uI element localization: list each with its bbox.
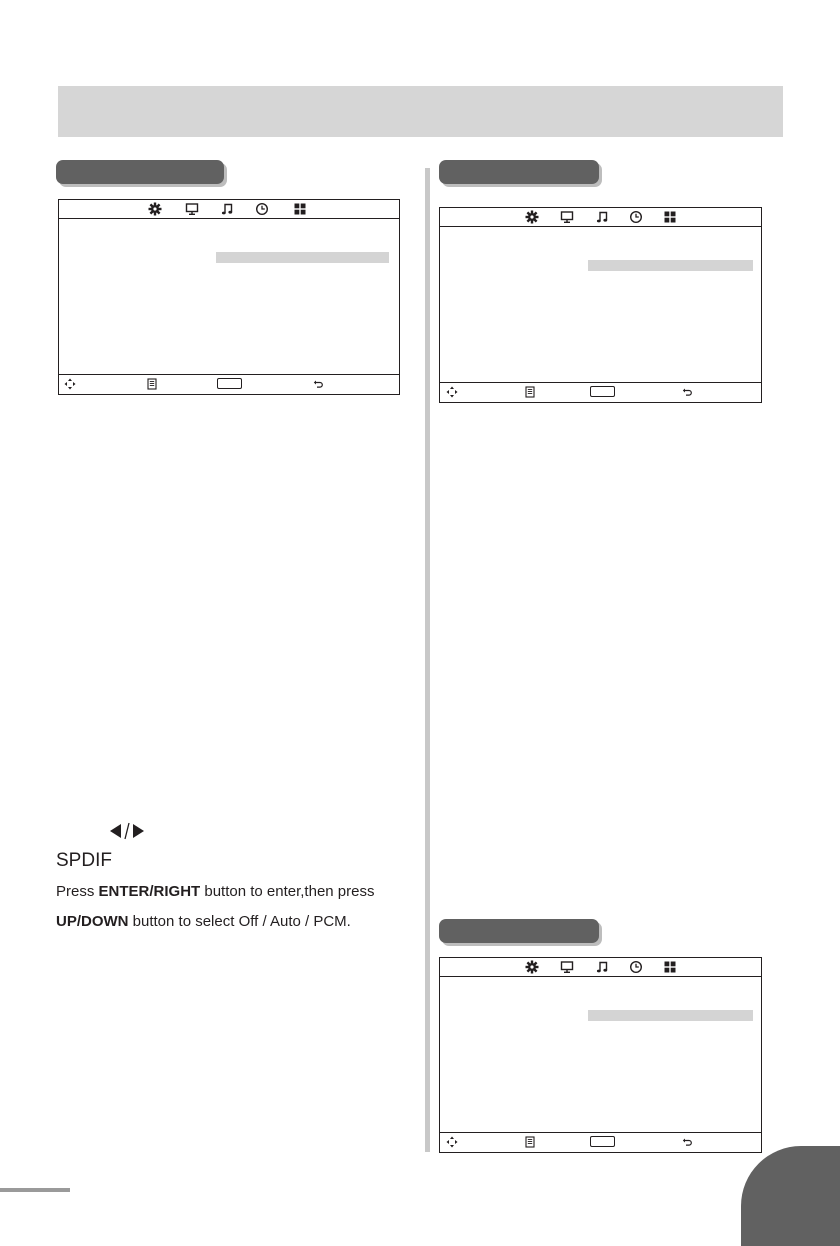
menu-selected-row-highlight [588, 260, 753, 271]
menu-icon [524, 386, 536, 398]
menu-screenshot-right-top [439, 207, 762, 403]
menu-screenshot-right-bottom [439, 957, 762, 1153]
menu-icon [524, 1136, 536, 1148]
menu-footer-row [59, 374, 399, 394]
gear-icon [525, 960, 539, 974]
monitor-icon [560, 210, 574, 224]
spdif-heading: SPDIF [56, 850, 112, 871]
monitor-icon [560, 960, 574, 974]
menu-selected-row-highlight [588, 1010, 753, 1021]
navigate-icon [446, 386, 458, 398]
menu-icon-row [440, 208, 761, 227]
enter-right-button-name: ENTER/RIGHT [98, 883, 201, 900]
grid-icon [663, 960, 677, 974]
menu-icon-row [59, 200, 399, 219]
return-icon [681, 1136, 693, 1148]
grid-icon [293, 202, 307, 216]
clock-icon [629, 960, 643, 974]
clock-icon [255, 202, 269, 216]
spdif-instruction-line-2: UP/DOWN button to select Off / Auto / PCM. [56, 913, 351, 930]
column-divider [425, 168, 430, 1152]
menu-screenshot-left [58, 199, 400, 395]
monitor-icon [185, 202, 199, 216]
navigate-icon [446, 1136, 458, 1148]
menu-selected-row-highlight [216, 252, 389, 263]
music-note-icon [220, 202, 234, 216]
ok-key [217, 378, 242, 389]
grid-icon [663, 210, 677, 224]
menu-footer-row [440, 1132, 761, 1152]
page-header-bar [58, 86, 783, 137]
spdif-instruction-line-1: Press ENTER/RIGHT button to enter,then press [56, 883, 375, 900]
music-note-icon [595, 210, 609, 224]
gear-icon [148, 202, 162, 216]
clock-icon [629, 210, 643, 224]
return-icon [312, 378, 324, 390]
left-right-arrows-icon [108, 822, 146, 840]
section-tab-right-bottom [439, 919, 599, 943]
section-tab-right-top [439, 160, 599, 184]
page-number-tab [741, 1146, 840, 1246]
return-icon [681, 386, 693, 398]
menu-icon [146, 378, 158, 390]
navigate-icon [64, 378, 76, 390]
bottom-edge-mark [0, 1188, 70, 1192]
section-tab-left [56, 160, 224, 184]
ok-key [590, 386, 615, 397]
menu-icon-row [440, 958, 761, 977]
gear-icon [525, 210, 539, 224]
up-down-button-name: UP/DOWN [56, 913, 129, 930]
music-note-icon [595, 960, 609, 974]
ok-key [590, 1136, 615, 1147]
menu-footer-row [440, 382, 761, 402]
